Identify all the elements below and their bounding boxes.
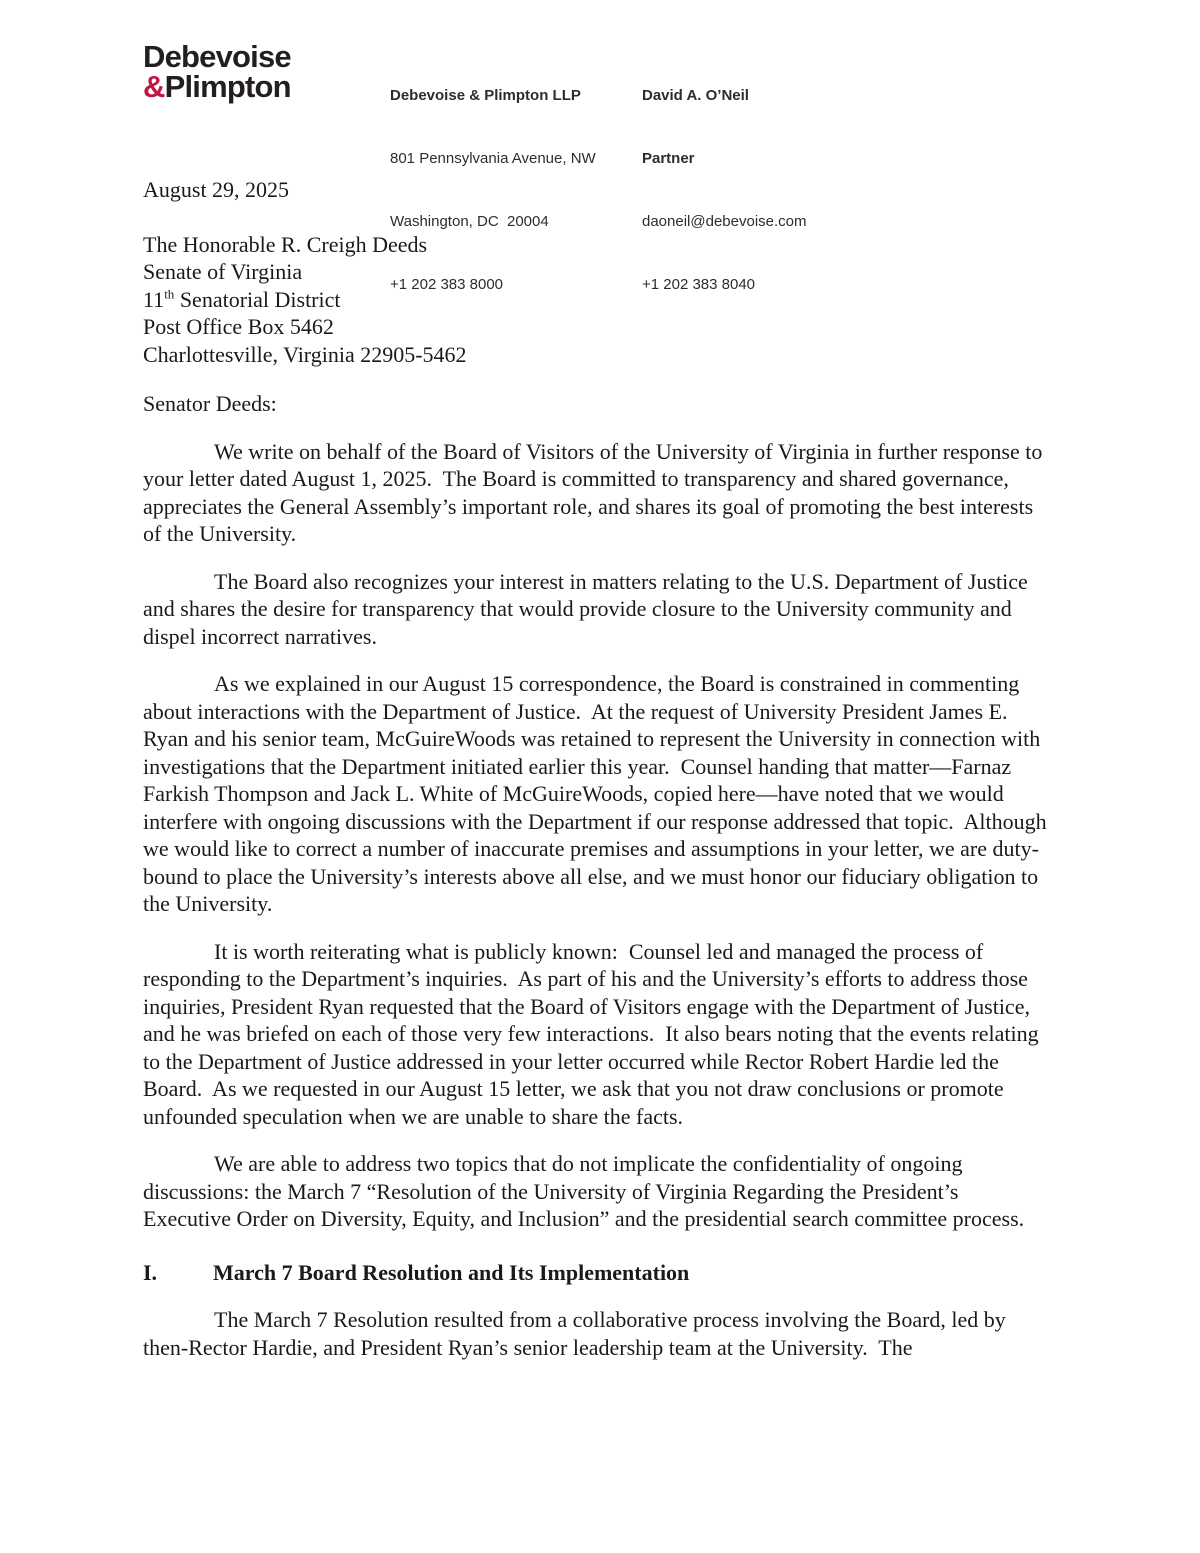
recipient-org: Senate of Virginia [143,259,303,284]
logo-line-2 [143,69,291,104]
body-paragraph-3: As we explained in our August 15 correspondence, the Board is constrained in commenting about interactions with the Department of Justice. At the request of University President James E. Ryan and his senior team, McGuireWoods was retained to represent the University in connection with investigations that the Department initiated earlier this year. Counsel handing that matter—Farnaz Farkish Thompson and Jack L. White of McGuireWoods, copied here—have noted that we would interfere with ongoing discussions with the Department if our response addressed that topic. Although we would like to correct a number of inaccurate premises and assumptions in your letter, we are duty-bound to place the University’s interests above all else, and we must honor our fiduciary obligation to the University. [143,671,1053,916]
section-heading [143,1259,1050,1287]
contact-title: Partner [642,150,695,167]
recipient-address-block [143,231,1050,369]
logo-line-2-text: Plimpton [164,69,291,104]
firm-name: Debevoise & Plimpton LLP [390,87,581,104]
letter-body [143,176,1053,1361]
logo-ampersand: & [143,69,165,104]
recipient-po-box: Post Office Box 5462 [143,314,334,339]
section-title: March 7 Board Resolution and Its Implementation [213,1259,690,1285]
firm-address-line-2: Washington, DC 20004 [390,213,549,230]
contact-email: daoneil@debevoise.com [642,213,807,230]
logo-line-1: Debevoise [143,39,291,74]
district-rest: Senatorial District [174,286,341,312]
contact-name: David A. O’Neil [642,87,749,104]
recipient-district [143,286,1050,314]
recipient-city-state-zip: Charlottesville, Virginia 22905-5462 [143,341,467,367]
body-paragraph-1: We write on behalf of the Board of Visitors of the University of Virginia in further response to your letter dated August 1, 2025. The Board is committed to transparency and shared governance, appreciates the General Assembly’s important role, and shares its goal of promoting the best interests of the University. [143,438,1048,546]
contact-phone: +1 202 383 8040 [642,276,756,293]
firm-address-line-1: 801 Pennsylvania Avenue, NW [390,150,596,167]
section-number: I. [143,1259,158,1285]
district-number: 11 [143,286,165,312]
firm-logo [143,39,291,104]
body-paragraph-4: It is worth reiterating what is publicly known: Counsel led and managed the process of responding to the Department’s inquiries. As part of his and the University’s efforts to address those inquiries, President Ryan requested that the Board of Visitors engage with the Department of Justice, and he was briefed on each of those very few interactions. It also bears noting that the events relating to the Department of Justice addressed in your letter occurred while Rector Robert Hardie led the Board. As we requested in our August 15 letter, we ask that you not draw conclusions or promote unfounded speculation when we are unable to share the facts. [143,938,1045,1129]
firm-phone: +1 202 383 8000 [390,276,504,293]
body-paragraph-5: We are able to address two topics that do not implicate the confidentiality of ongoing discussions: the March 7 “Resolution of the University of Virginia Regarding the President’s Executive Order on Diversity, Equity, and Inclusion” and the presidential search committee process. [143,1151,1025,1231]
recipient-name: The Honorable R. Creigh Deeds [143,231,428,257]
section-paragraph-1: The March 7 Resolution resulted from a collaborative process involving the Board, led by then-Rector Hardie, and President Ryan’s senior leadership team at the University. The [143,1307,1012,1360]
body-paragraph-2: The Board also recognizes your interest in matters relating to the U.S. Department of Justice and shares the desire for transparency that would provide closure to the University community and dispel incorrect narratives. [143,568,1034,649]
letter-date: August 29, 2025 [143,177,290,202]
district-ordinal-suffix: th [164,286,175,302]
salutation: Senator Deeds: [143,391,277,416]
